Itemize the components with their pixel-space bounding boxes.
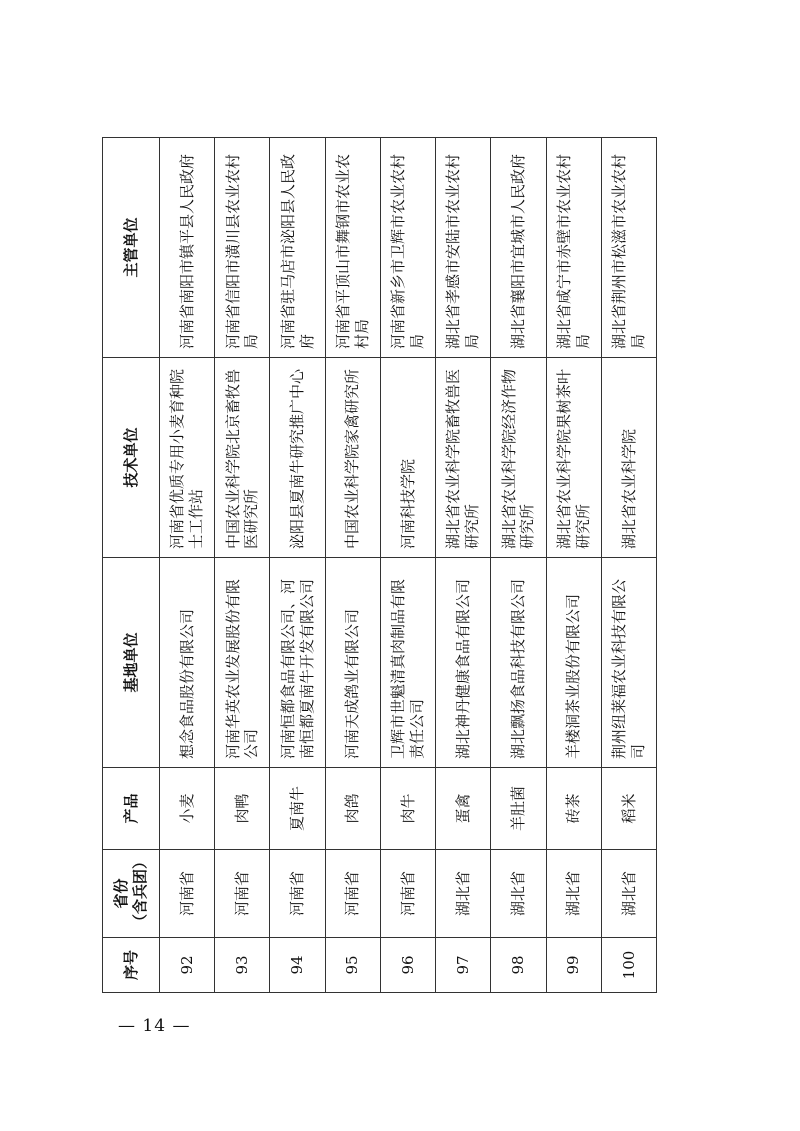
cell-admin-unit: 湖北省咸宁市赤壁市农业农村局: [546, 138, 601, 358]
cell-tech-unit: 湖北省农业科学院畜牧兽医研究所: [436, 358, 491, 558]
cell-product: 肉鸭: [215, 768, 270, 850]
table-row: [491, 138, 546, 993]
cell-admin-unit: 河南省驻马店市泌阳县人民政府: [270, 138, 325, 358]
table-row: [436, 138, 491, 993]
cell-province: 河南省: [160, 850, 215, 938]
cell-base-unit: 河南恒都食品有限公司、河南恒都夏南牛开发有限公司: [270, 558, 325, 768]
cell-seq: 98: [491, 938, 546, 993]
table-row: [380, 138, 435, 993]
table-row: [325, 138, 380, 993]
cell-product: 蛋禽: [436, 768, 491, 850]
cell-tech-unit: 湖北省农业科学院: [601, 358, 656, 558]
cell-base-unit: 湖北飘扬食品科技有限公司: [491, 558, 546, 768]
cell-tech-unit: 湖北省农业科学院经济作物研究所: [491, 358, 546, 558]
cell-tech-unit: 河南科技学院: [380, 358, 435, 558]
cell-seq: 95: [325, 938, 380, 993]
cell-product: 砖茶: [546, 768, 601, 850]
cell-product: 羊肚菌: [491, 768, 546, 850]
cell-province: 湖北省: [601, 850, 656, 938]
cell-base-unit: 卫辉市世魁清真肉制品有限责任公司: [380, 558, 435, 768]
cell-base-unit: 湖北神丹健康食品有限公司: [436, 558, 491, 768]
cell-seq: 99: [546, 938, 601, 993]
cell-admin-unit: 河南省平顶山市舞钢市农业农村局: [325, 138, 380, 358]
header-province-line2: （含兵团）: [131, 853, 149, 929]
cell-product: 小麦: [160, 768, 215, 850]
cell-seq: 96: [380, 938, 435, 993]
cell-base-unit: 羊楼洞茶业股份有限公司: [546, 558, 601, 768]
cell-province: 河南省: [215, 850, 270, 938]
cell-seq: 93: [215, 938, 270, 993]
table-row: [270, 138, 325, 993]
table-row: [601, 138, 656, 993]
cell-tech-unit: 中国农业科学院家禽研究所: [325, 358, 380, 558]
base-list-table: [102, 137, 657, 993]
cell-admin-unit: 河南省信阳市潢川县农业农村局: [215, 138, 270, 358]
cell-product: 稻米: [601, 768, 656, 850]
table-row: [215, 138, 270, 993]
cell-base-unit: 荆州纽莱福农业科技有限公司: [601, 558, 656, 768]
cell-base-unit: 河南天成鸽业有限公司: [325, 558, 380, 768]
cell-province: 湖北省: [546, 850, 601, 938]
cell-tech-unit: 河南省优质专用小麦育种院士工作站: [160, 358, 215, 558]
header-province: [103, 850, 160, 938]
cell-province: 河南省: [325, 850, 380, 938]
cell-base-unit: 想念食品股份有限公司: [160, 558, 215, 768]
cell-admin-unit: 湖北省孝感市安陆市农业农村局: [436, 138, 491, 358]
cell-admin-unit: 河南省新乡市卫辉市农业农村局: [380, 138, 435, 358]
cell-admin-unit: 河南省南阳市镇平县人民政府: [160, 138, 215, 358]
cell-seq: 94: [270, 938, 325, 993]
cell-province: 湖北省: [436, 850, 491, 938]
page-number: — 14 —: [118, 1016, 191, 1036]
cell-tech-unit: 中国农业科学院北京畜牧兽医研究所: [215, 358, 270, 558]
header-admin-unit: 主管单位: [103, 138, 160, 358]
header-tech-unit: 技术单位: [103, 358, 160, 558]
cell-province: 湖北省: [491, 850, 546, 938]
cell-province: 河南省: [270, 850, 325, 938]
table-row: [546, 138, 601, 993]
rotated-table-wrapper: [102, 138, 657, 993]
table-row: [160, 138, 215, 993]
cell-base-unit: 河南华英农业发展股份有限公司: [215, 558, 270, 768]
cell-tech-unit: 湖北省农业科学院果树茶叶研究所: [546, 358, 601, 558]
header-seq: 序号: [103, 938, 160, 993]
cell-product: 肉牛: [380, 768, 435, 850]
cell-admin-unit: 湖北省襄阳市宜城市人民政府: [491, 138, 546, 358]
header-base-unit: 基地单位: [103, 558, 160, 768]
cell-seq: 100: [601, 938, 656, 993]
cell-seq: 92: [160, 938, 215, 993]
cell-province: 河南省: [380, 850, 435, 938]
cell-tech-unit: 泌阳县夏南牛研究推广中心: [270, 358, 325, 558]
table-header-row: [103, 138, 160, 993]
cell-admin-unit: 湖北省荆州市松滋市农业农村局: [601, 138, 656, 358]
cell-seq: 97: [436, 938, 491, 993]
header-province-line1: 省份: [112, 878, 131, 909]
cell-product: 夏南牛: [270, 768, 325, 850]
header-product: 产品: [103, 768, 160, 850]
cell-product: 肉鸽: [325, 768, 380, 850]
